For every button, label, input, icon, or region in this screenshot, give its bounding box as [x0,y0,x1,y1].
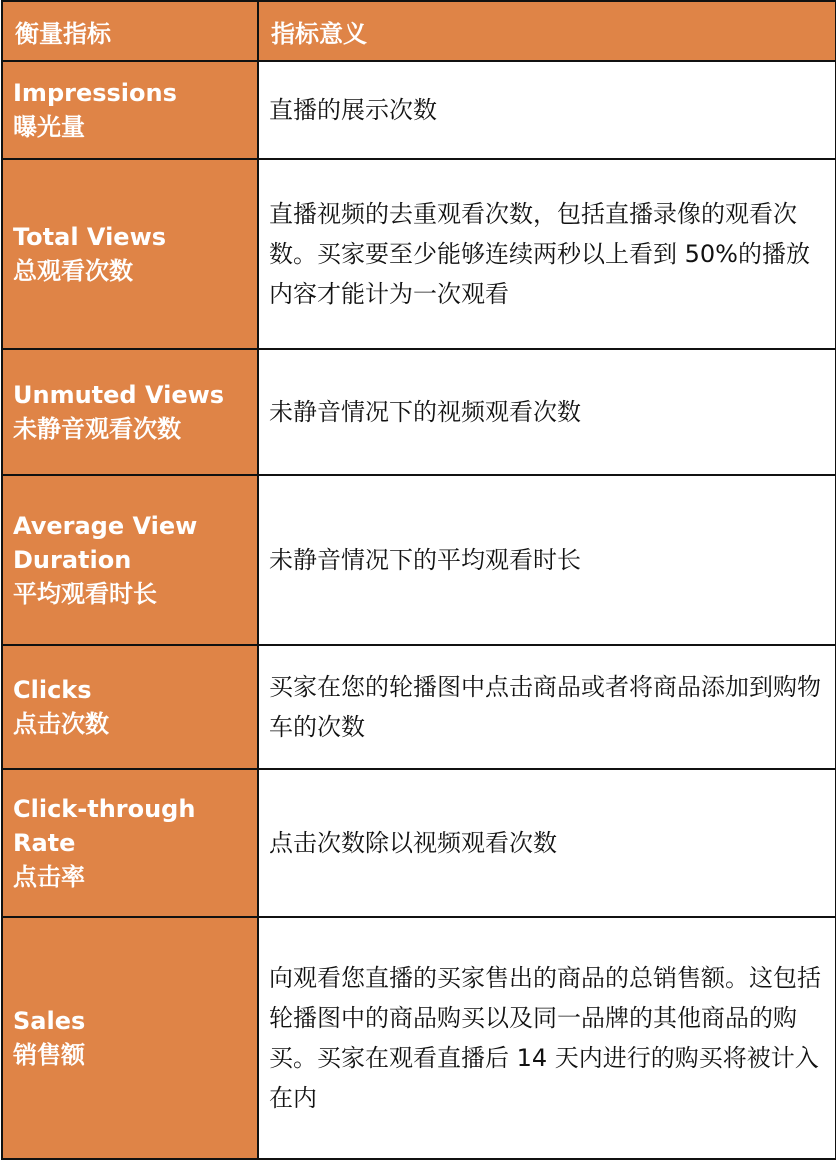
metric-name-cell [2,769,258,917]
metric-name-zh: 总观看次数 [13,257,133,285]
table-row [2,769,836,917]
metric-name-zh: 未静音观看次数 [13,415,181,443]
metric-description: 直播的展示次数 [258,61,836,159]
table-row [2,159,836,349]
metric-name-cell [2,159,258,349]
table-row [2,475,836,645]
metric-name-en: Click-through Rate [13,795,196,857]
metrics-table [1,0,836,1160]
metric-name-en: Total Views [13,223,167,251]
metric-name-cell [2,475,258,645]
metric-description: 买家在您的轮播图中点击商品或者将商品添加到购物车的次数 [258,645,836,769]
table-row [2,645,836,769]
metric-name-cell [2,349,258,475]
metric-name-en: Unmuted Views [13,381,225,409]
metric-name-en: Clicks [13,676,92,704]
metric-name-cell [2,917,258,1159]
table-row [2,917,836,1159]
metric-name-zh: 平均观看时长 [13,580,157,608]
metric-name-cell [2,61,258,159]
metric-name-en: Sales [13,1007,86,1035]
metric-name-en: Impressions [13,79,177,107]
column-header-meaning: 指标意义 [258,1,836,61]
column-header-metric: 衡量指标 [2,1,258,61]
table-header-row [2,1,836,61]
table-row [2,61,836,159]
metric-description: 未静音情况下的平均观看时长 [258,475,836,645]
metric-name-zh: 销售额 [13,1041,85,1069]
metric-description: 未静音情况下的视频观看次数 [258,349,836,475]
metric-name-cell [2,645,258,769]
metric-name-zh: 曝光量 [13,113,85,141]
table-row [2,349,836,475]
metric-name-en: Average View Duration [13,512,198,574]
metric-name-zh: 点击次数 [13,710,109,738]
metric-description: 向观看您直播的买家售出的商品的总销售额。这包括轮播图中的商品购买以及同一品牌的其他商品的购买。买家在观看直播后 14 天内进行的购买将被计入在内 [258,917,836,1159]
metric-name-zh: 点击率 [13,863,85,891]
metric-description: 直播视频的去重观看次数，包括直播录像的观看次数。买家要至少能够连续两秒以上看到 50%的播放内容才能计为一次观看 [258,159,836,349]
metric-description: 点击次数除以视频观看次数 [258,769,836,917]
